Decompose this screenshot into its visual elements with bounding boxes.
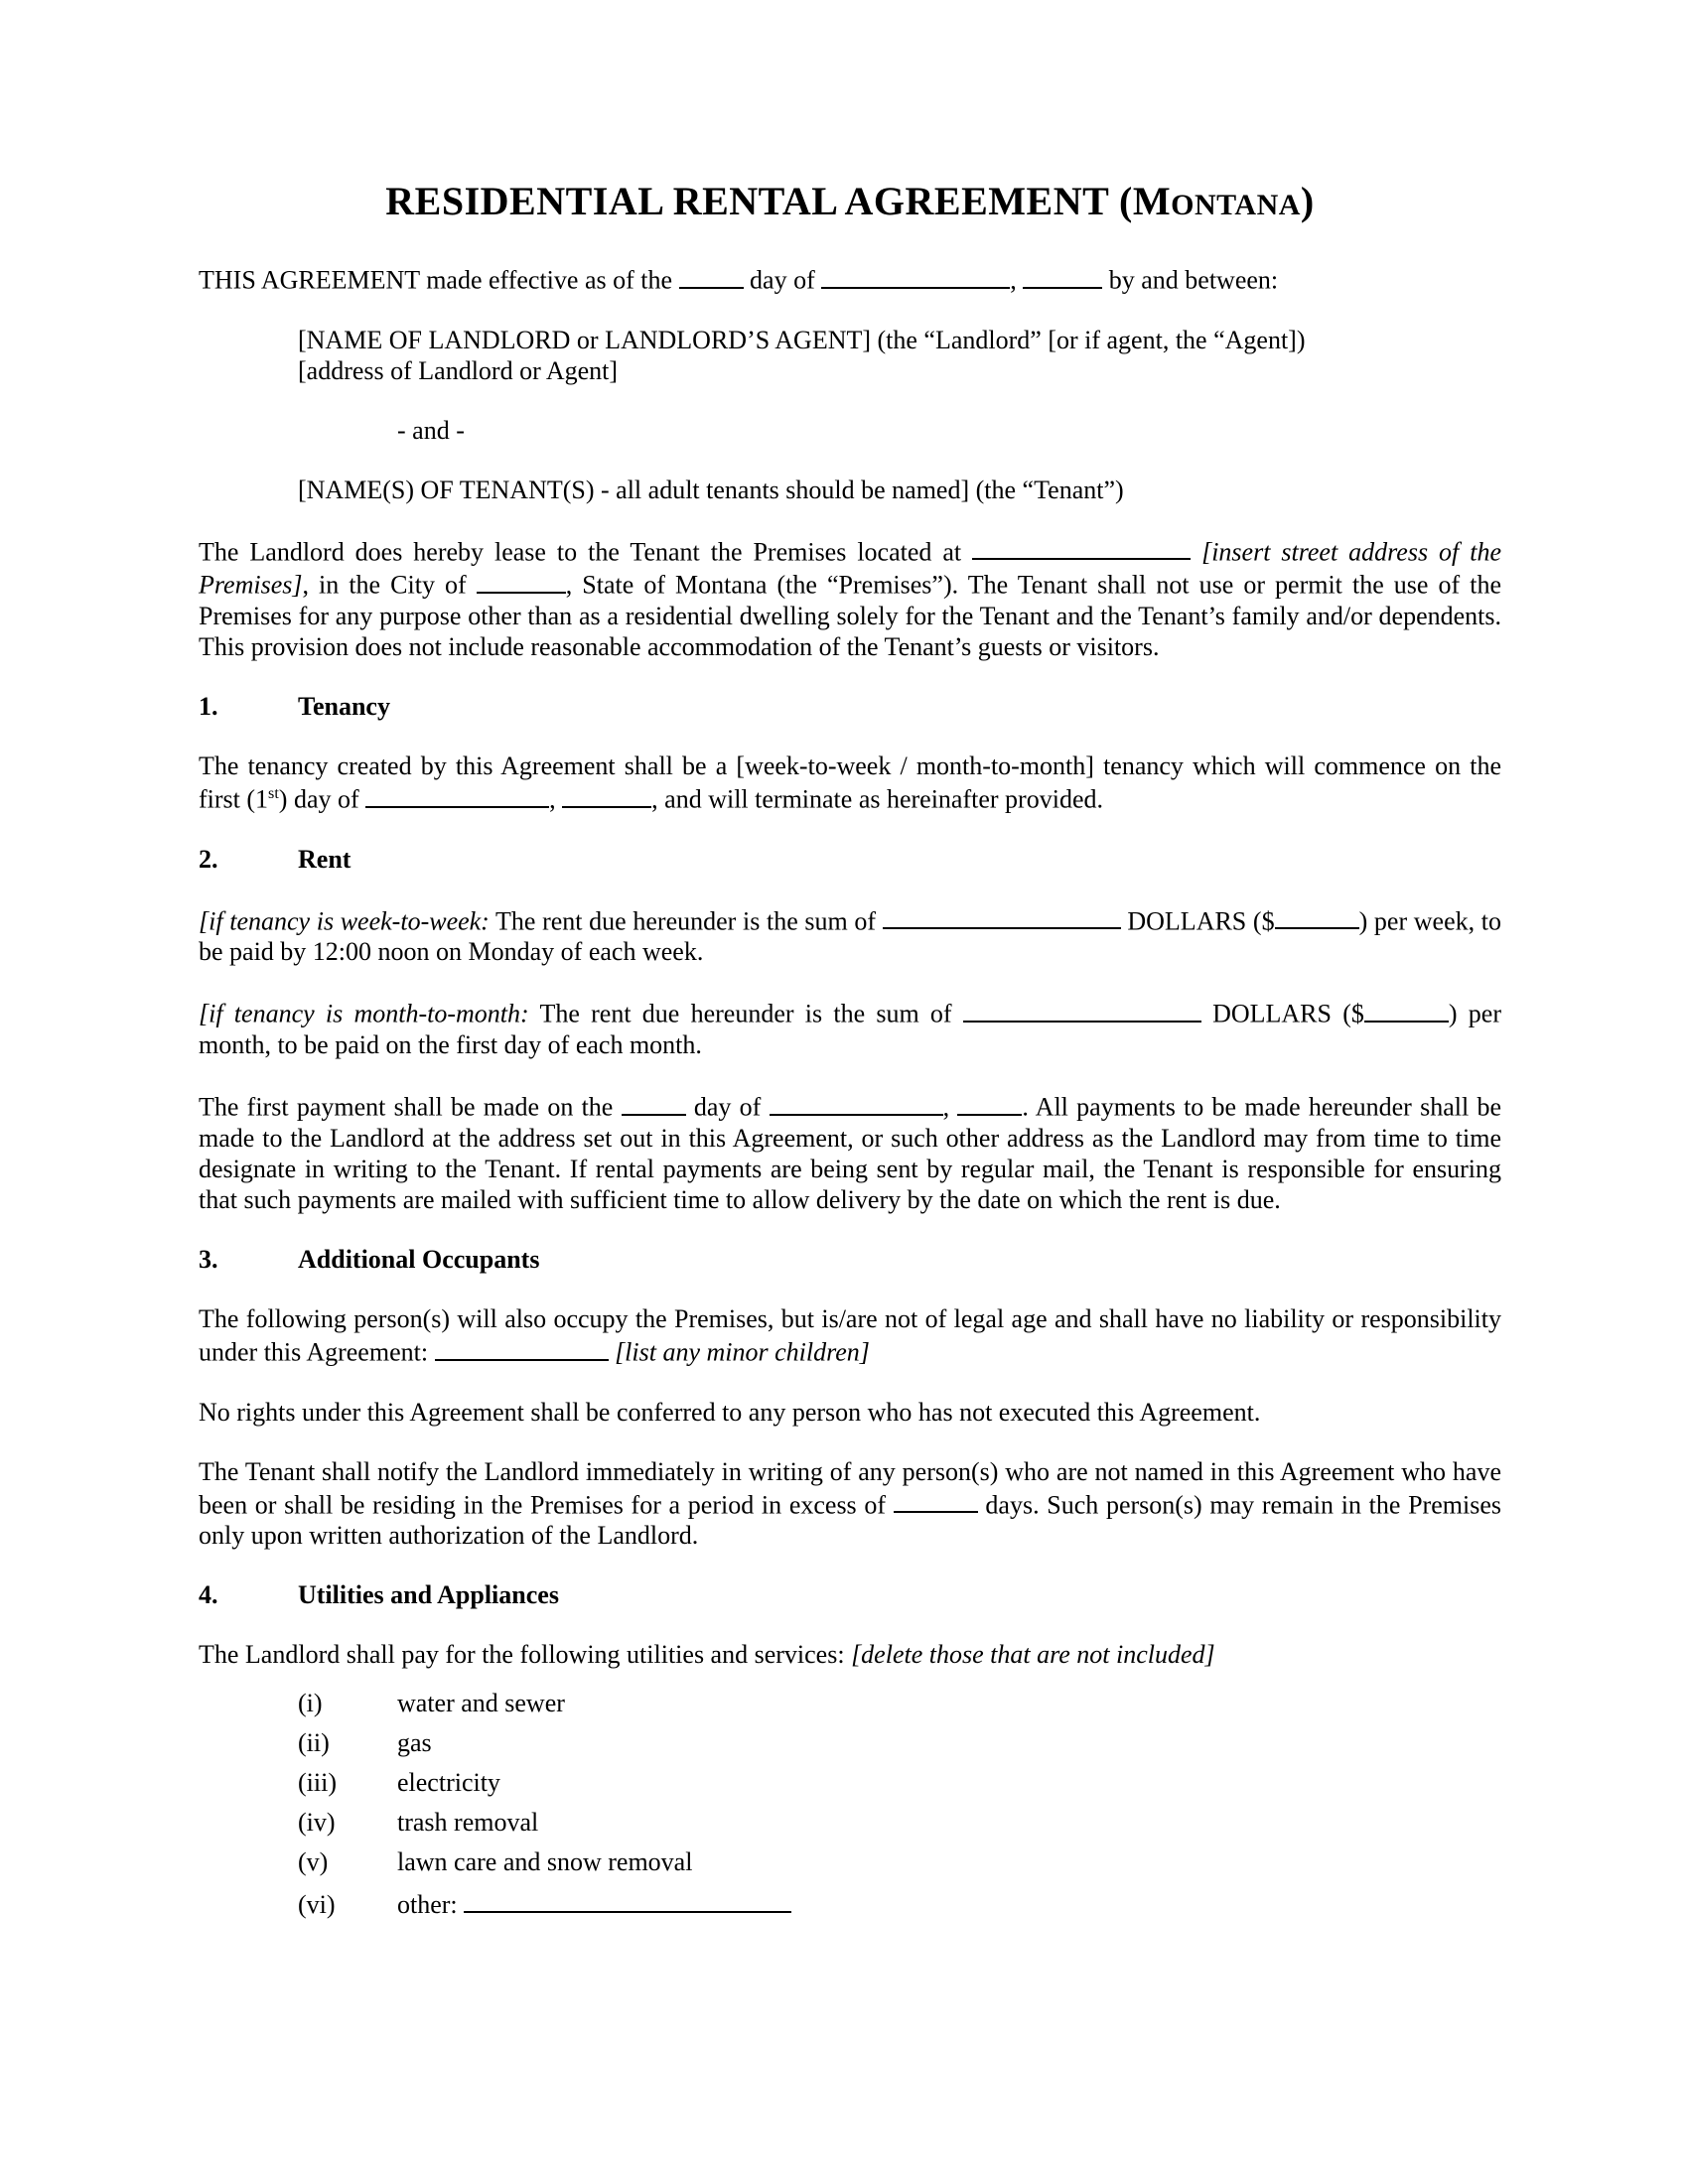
utility-list-item	[298, 1807, 1501, 1838]
text-run: [if tenancy is week-to-week:	[199, 906, 490, 936]
lease-clause	[199, 534, 1501, 662]
text-run: [if tenancy is month-to-month:	[199, 1000, 529, 1029]
text-run: [list any minor children]	[615, 1337, 870, 1367]
list-item-number: (iii)	[298, 1768, 337, 1798]
tenant-name-block: [NAME(S) OF TENANT(S) - all adult tenants should be named] (the “Tenant”)	[298, 475, 1124, 504]
section-heading-rent	[199, 844, 1501, 875]
text-run: by and between:	[1102, 265, 1279, 295]
text-run: THIS AGREEMENT made effective as of the	[199, 265, 679, 295]
title-close: )	[1300, 179, 1315, 223]
section-heading-tenancy	[199, 691, 1501, 722]
list-item-text	[397, 1890, 791, 1919]
text-run: [address of Landlord or Agent]	[298, 355, 619, 385]
text-run: The rent due hereunder is the sum of	[528, 1000, 963, 1029]
section-number: 4.	[199, 1580, 218, 1610]
text-run: The Landlord does hereby lease to the Tenant the Premises located at	[199, 537, 973, 567]
rent-month-clause	[199, 996, 1501, 1060]
section-label: Rent	[298, 844, 352, 874]
fill-in-blank	[770, 1089, 943, 1116]
text-run: . All payments to be made hereunder shall be made to the Landlord at the address set out in this Agreement, or such other address as the Landlord may from time to time designate in writing to the Tenant. If rental payments are being sent by regular mail, the Tenant is responsible for ensuring that such payments are mailed with sufficient time to allow delivery by the date on which the rent is due.	[199, 1092, 1502, 1214]
list-item-text	[397, 1728, 432, 1757]
title-smallcaps: ONTANA	[1171, 189, 1301, 221]
text-run: lawn care and snow removal	[397, 1847, 693, 1877]
text-run: gas	[397, 1728, 432, 1758]
list-item-number: (i)	[298, 1689, 323, 1718]
text-run: ) per week, to be paid by 12:00 noon on Monday of each week.	[199, 906, 1501, 967]
list-item-text	[397, 1808, 538, 1837]
list-item-number: (v)	[298, 1847, 329, 1877]
text-run: , State of Montana (the “Premises”). The Tenant shall not use or permit the use of the Premises for any purpose other than as a residential dwelling solely for the Tenant and the Tenant’s family and/or dependents. This provision does not include reasonable accommodation of the Tenant’s guests or visitors.	[199, 571, 1501, 662]
text-run: trash removal	[397, 1808, 539, 1838]
text-run: ) day of	[278, 784, 366, 814]
fill-in-blank	[821, 262, 1010, 289]
fill-in-blank	[1023, 262, 1102, 289]
text-run: water and sewer	[397, 1689, 565, 1718]
text-run: ,	[549, 784, 563, 814]
utilities-intro-clause	[199, 1639, 1501, 1670]
list-item-text	[397, 1847, 692, 1876]
opening-clause	[199, 262, 1501, 296]
text-run: electricity	[397, 1768, 500, 1798]
text-run: ) per month, to be paid on the first day of each month.	[199, 1000, 1501, 1060]
list-item-text	[397, 1689, 565, 1717]
fill-in-blank	[963, 996, 1201, 1023]
fill-in-blank	[894, 1487, 978, 1514]
fill-in-blank	[464, 1886, 791, 1913]
text-run: day of	[743, 265, 822, 295]
text-run: [insert street address of the Premises]	[199, 537, 1502, 601]
list-item-number: (vi)	[298, 1889, 336, 1919]
text-run: The Landlord shall pay for the following utilities and services:	[199, 1640, 852, 1670]
section-number: 3.	[199, 1244, 218, 1274]
text-run: days. Such person(s) may remain in the Premises only upon written authorization of the Landlord.	[199, 1490, 1501, 1551]
utilities-list	[298, 1688, 1501, 1920]
fill-in-blank	[1275, 903, 1359, 930]
section-heading-utilities	[199, 1579, 1501, 1610]
utility-list-item	[298, 1767, 1501, 1798]
document-title	[199, 179, 1501, 228]
fill-in-blank	[957, 1089, 1022, 1116]
tenancy-clause	[199, 751, 1501, 815]
fill-in-blank	[622, 1089, 686, 1116]
text-run: The tenancy created by this Agreement shall be a [week-to-week / month-to-month] tenancy which will commence on the first (1	[199, 751, 1501, 814]
rental-agreement-body	[199, 179, 1501, 1929]
text-run: ,	[1010, 265, 1024, 295]
text-run: , in the City of	[302, 571, 477, 601]
text-run: The rent due hereunder is the sum of	[489, 906, 883, 936]
section-label: Additional Occupants	[298, 1244, 540, 1274]
section-heading-occupants	[199, 1244, 1501, 1275]
occupants-notify-clause	[199, 1456, 1501, 1552]
text-run: [NAME OF LANDLORD or LANDLORD’S AGENT] (the “Landlord” [or if agent, the “Agent])	[298, 325, 1306, 354]
occupants-minors-clause	[199, 1303, 1501, 1368]
text-run	[1191, 537, 1201, 566]
text-run: ,	[942, 1092, 958, 1122]
utility-list-item	[298, 1688, 1501, 1718]
text-run: [delete those that are not included]	[851, 1640, 1215, 1670]
title-main: RESIDENTIAL RENTAL AGREEMENT (M	[385, 179, 1172, 223]
list-item-text	[397, 1768, 500, 1797]
utility-list-item	[298, 1886, 1501, 1920]
landlord-name-block	[298, 325, 1501, 386]
fill-in-blank	[477, 567, 566, 594]
section-label: Tenancy	[298, 692, 390, 722]
list-item-number: (ii)	[298, 1728, 330, 1758]
fill-in-blank	[562, 781, 651, 808]
text-run: , and will terminate as hereinafter provided.	[651, 784, 1103, 814]
fill-in-blank	[365, 781, 549, 808]
fill-in-blank	[883, 903, 1121, 930]
occupants-no-rights-clause: No rights under this Agreement shall be conferred to any person who has not executed this Agreement.	[199, 1397, 1261, 1427]
fill-in-blank	[435, 1334, 609, 1361]
text-run: The Tenant shall notify the Landlord immediately in writing of any person(s) who are not named in this Agreement who have been or shall be residing in the Premises for a period in excess of	[199, 1456, 1501, 1520]
section-number: 1.	[199, 692, 218, 722]
list-item-number: (iv)	[298, 1808, 336, 1838]
rent-week-clause	[199, 903, 1501, 968]
section-label: Utilities and Appliances	[298, 1580, 559, 1610]
text-run: DOLLARS ($	[1200, 1000, 1364, 1029]
utility-list-item	[298, 1727, 1501, 1758]
fill-in-blank	[972, 534, 1191, 561]
section-number: 2.	[199, 844, 218, 874]
rent-payment-clause	[199, 1089, 1501, 1215]
text-run: The first payment shall be made on the	[199, 1092, 622, 1122]
utility-list-item	[298, 1846, 1501, 1877]
fill-in-blank	[1364, 996, 1449, 1023]
text-run: day of	[685, 1092, 770, 1122]
and-separator: - and -	[397, 415, 465, 445]
text-run: DOLLARS ($	[1120, 906, 1275, 936]
text-run: The following person(s) will also occupy the Premises, but is/are not of legal age and shall have no liability or responsibility under this Agreement:	[199, 1303, 1501, 1367]
fill-in-blank	[679, 262, 744, 289]
text-run: other:	[397, 1889, 465, 1919]
text-run: st	[268, 785, 279, 803]
